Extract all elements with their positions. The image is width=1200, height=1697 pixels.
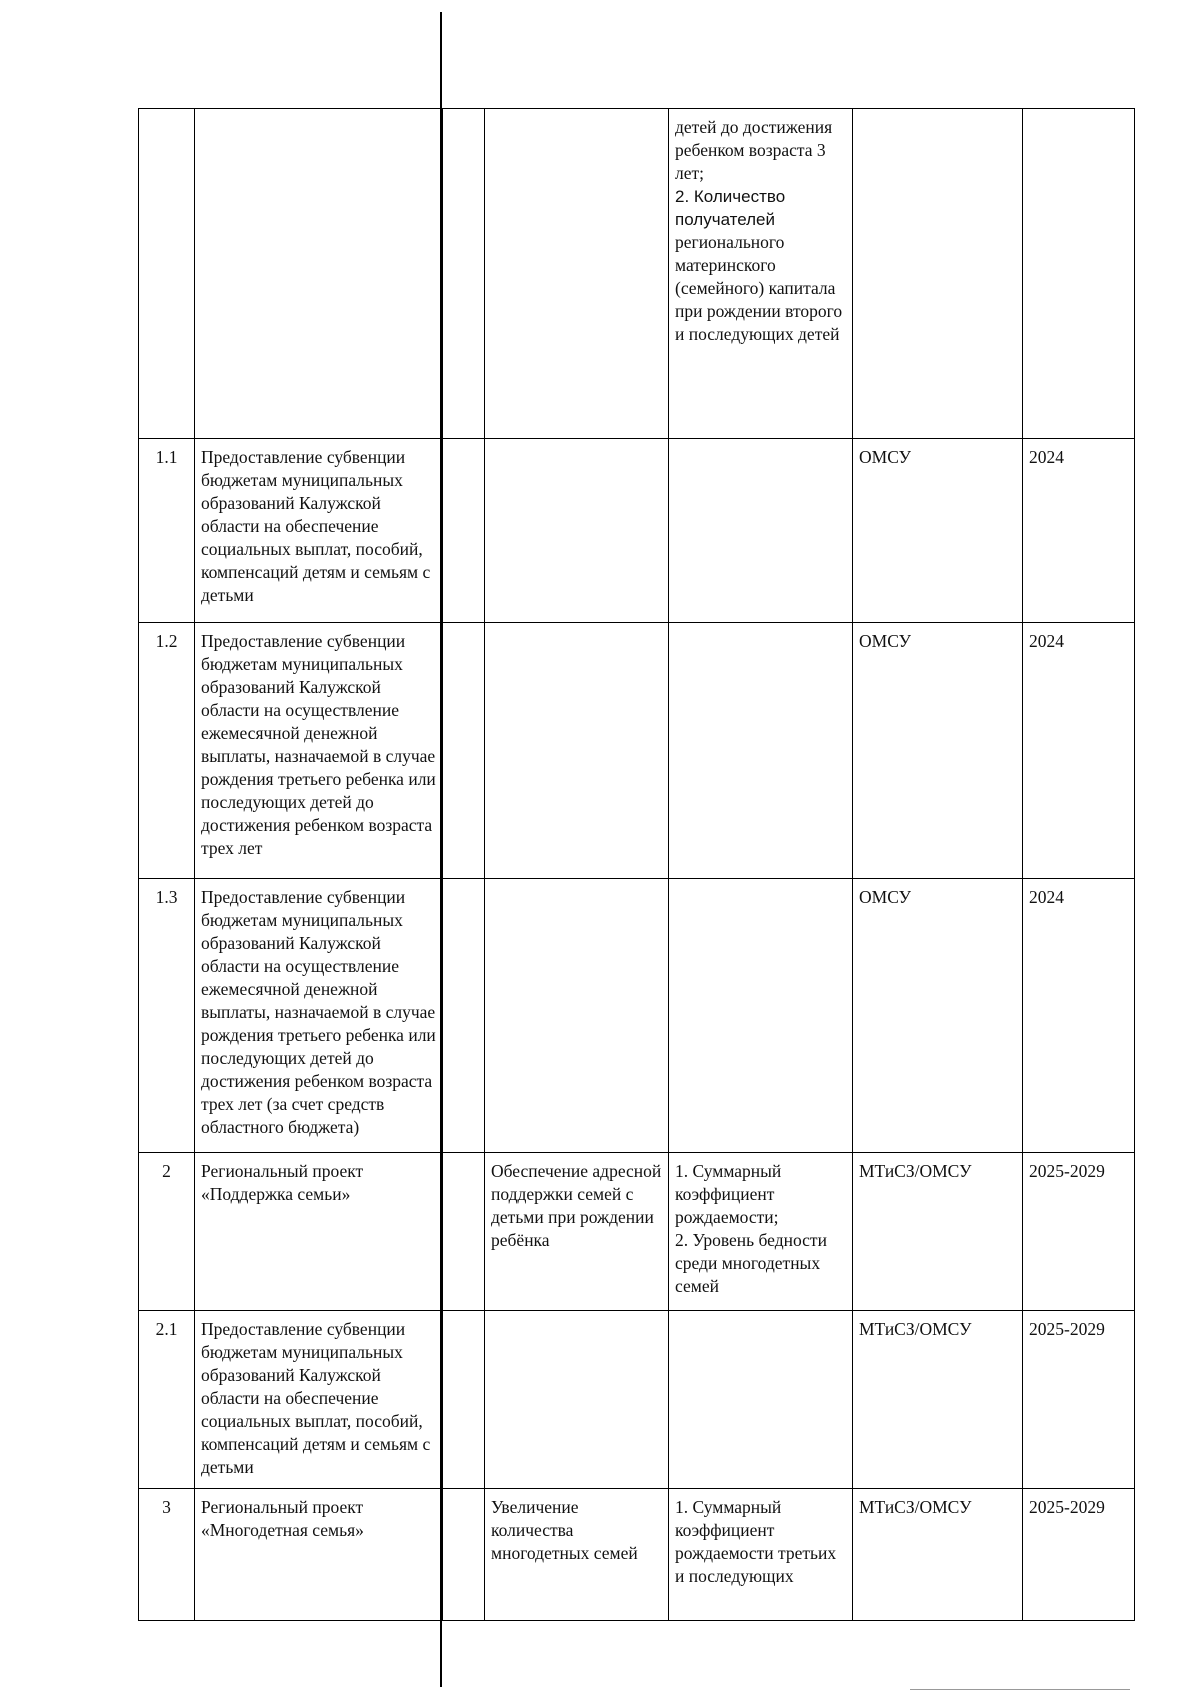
year-cell: 2025-2029 [1023, 1311, 1135, 1489]
year-cell: 2025-2029 [1023, 1489, 1135, 1621]
indicator-cell: 1. Суммарный коэффициент рождаемости третьих и последующих [669, 1489, 853, 1621]
scan-edge-line [910, 1689, 1130, 1690]
responsible-cell: МТиСЗ/ОМСУ [853, 1489, 1023, 1621]
indicator-text: 2. Уровень бедности среди многодетных семей [675, 1230, 827, 1296]
responsible-cell: МТиСЗ/ОМСУ [853, 1311, 1023, 1489]
blank-cell [443, 879, 485, 1153]
row-number: 3 [139, 1489, 195, 1621]
indicator-cell [669, 623, 853, 879]
program-table [138, 108, 1135, 1621]
measure-name: Региональный проект «Многодетная семья» [195, 1489, 443, 1621]
measure-name: Предоставление субвенции бюджетам муниципальных образований Калужской области на осуществление ежемесячной денежной выплаты, назначаемой в случае рождения третьего ребенка или последующих детей до достижения ребенком возраста трех лет (за счет средств областного бюджета) [195, 879, 443, 1153]
responsible-cell: ОМСУ [853, 623, 1023, 879]
task-cell [485, 109, 669, 439]
measure-name: Предоставление субвенции бюджетам муниципальных образований Калужской области на обеспечение социальных выплат, пособий, компенсаций детям и семьям с детьми [195, 439, 443, 623]
indicator-cell [669, 1153, 853, 1311]
row-number [139, 109, 195, 439]
task-cell: Обеспечение адресной поддержки семей с детьми при рождении ребёнка [485, 1153, 669, 1311]
row-number: 2.1 [139, 1311, 195, 1489]
year-cell: 2024 [1023, 439, 1135, 623]
table-row [139, 439, 1135, 623]
year-cell: 2024 [1023, 623, 1135, 879]
responsible-cell: ОМСУ [853, 439, 1023, 623]
table-row [139, 623, 1135, 879]
row-number: 1.2 [139, 623, 195, 879]
measure-name: Предоставление субвенции бюджетам муниципальных образований Калужской области на осуществление ежемесячной денежной выплаты, назначаемой в случае рождения третьего ребенка или последующих детей до достижения ребенком возраста трех лет [195, 623, 443, 879]
blank-cell [443, 109, 485, 439]
blank-cell [443, 1153, 485, 1311]
indicator-cell [669, 1311, 853, 1489]
task-cell [485, 1311, 669, 1489]
table-row [139, 109, 1135, 439]
blank-cell [443, 1311, 485, 1489]
indicator-cell [669, 109, 853, 439]
task-cell [485, 879, 669, 1153]
table-row [139, 1489, 1135, 1621]
measure-name: Предоставление субвенции бюджетам муниципальных образований Калужской области на обеспечение социальных выплат, пособий, компенсаций детям и семьям с детьми [195, 1311, 443, 1489]
responsible-cell [853, 109, 1023, 439]
responsible-cell: МТиСЗ/ОМСУ [853, 1153, 1023, 1311]
indicator-cell [669, 439, 853, 623]
scan-fold-line [440, 12, 442, 1687]
row-number: 1.3 [139, 879, 195, 1153]
table-row [139, 1311, 1135, 1489]
table-row [139, 879, 1135, 1153]
year-cell [1023, 109, 1135, 439]
blank-cell [443, 439, 485, 623]
task-cell: Увеличение количества многодетных семей [485, 1489, 669, 1621]
indicator-text: регионального материнского (семейного) капитала при рождении второго и последующих детей [675, 232, 843, 344]
year-cell: 2024 [1023, 879, 1135, 1153]
year-cell: 2025-2029 [1023, 1153, 1135, 1311]
row-number: 1.1 [139, 439, 195, 623]
measure-name [195, 109, 443, 439]
task-cell [485, 623, 669, 879]
responsible-cell: ОМСУ [853, 879, 1023, 1153]
indicator-text: 1. Суммарный коэффициент рождаемости; [675, 1161, 782, 1227]
blank-cell [443, 1489, 485, 1621]
measure-name: Региональный проект «Поддержка семьи» [195, 1153, 443, 1311]
row-number: 2 [139, 1153, 195, 1311]
blank-cell [443, 623, 485, 879]
task-cell [485, 439, 669, 623]
indicator-text: 2. Количество получателей [675, 187, 786, 229]
indicator-text: детей до достижения ребенком возраста 3 лет; [675, 117, 833, 183]
table-row [139, 1153, 1135, 1311]
indicator-cell [669, 879, 853, 1153]
